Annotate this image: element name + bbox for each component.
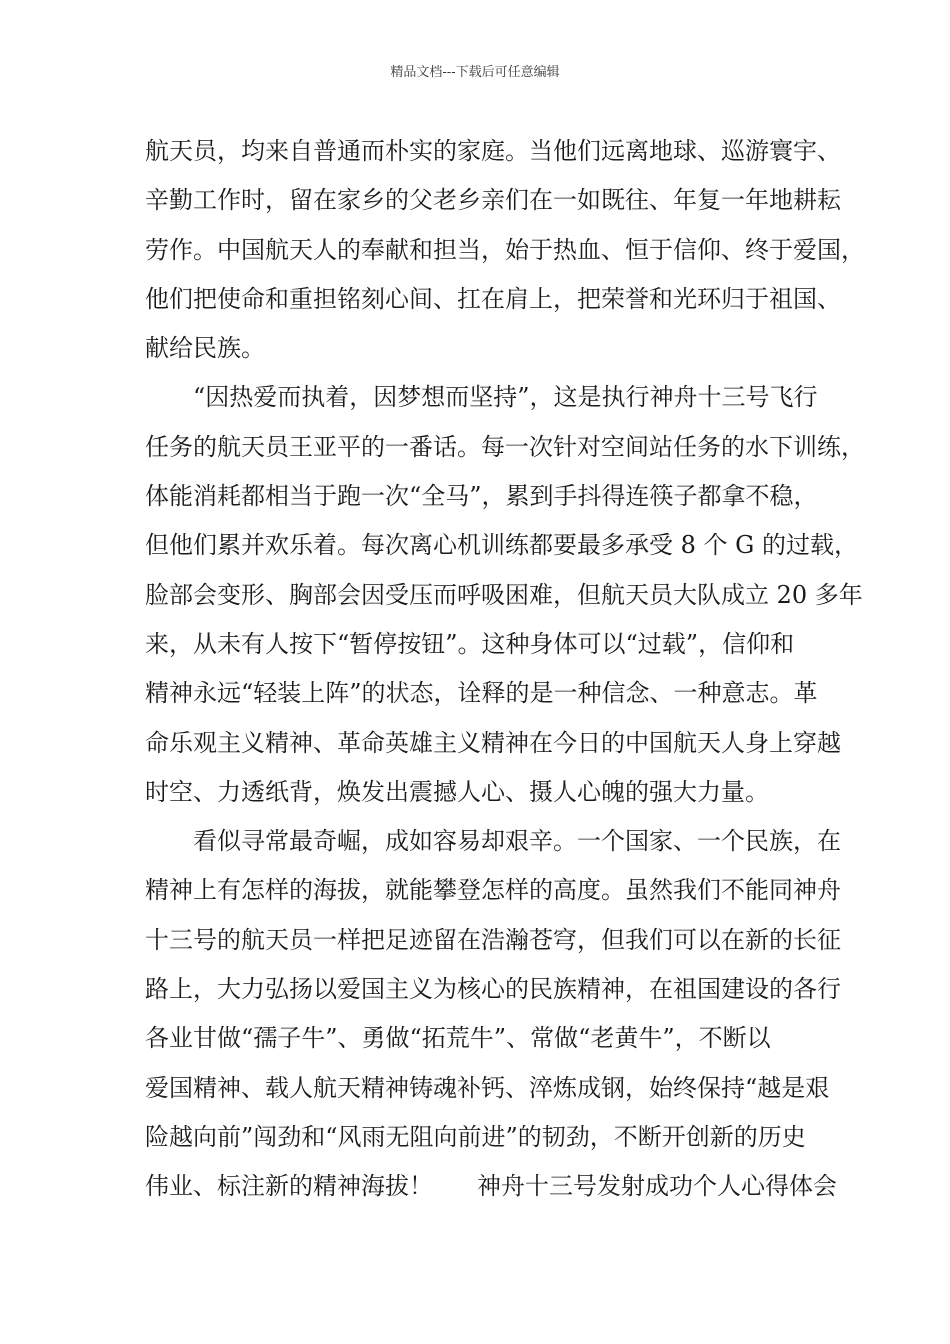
text-line: 航天员，均来自普通而朴实的家庭。当他们远离地球、巡游寰宇、 <box>145 137 841 165</box>
text-line: 体能消耗都相当于跑一次“全马”，累到手抖得连筷子都拿不稳， <box>145 482 818 511</box>
text-line: 脸部会变形、胸部会因受压而呼吸困难，但航天员大队成立 20 多年 <box>145 580 863 609</box>
text-line: 时空、力透纸背，焕发出震撼人心、摄人心魄的强大力量。 <box>145 777 769 806</box>
text-line: 献给民族。 <box>145 334 265 363</box>
page-header: 精品文档---下载后可任意编辑 <box>390 65 560 80</box>
text-line: 精神上有怎样的海拔，就能攀登怎样的高度。虽然我们不能同神舟 <box>145 876 841 905</box>
text-line: 十三号的航天员一样把足迹留在浩瀚苍穹，但我们可以在新的长征 <box>145 925 841 954</box>
trailing-title: 神舟十三号发射成功个人心得体会 <box>477 1172 837 1201</box>
document-body <box>145 127 865 1212</box>
text-line: 险越向前”闯劲和“风雨无阻向前进”的韧劲，不断开创新的历史 <box>145 1122 806 1151</box>
paragraph-start-line: 看似寻常最奇崛，成如容易却艰辛。一个国家、一个民族，在 <box>193 827 841 856</box>
final-line-text: 伟业、标注新的精神海拔！ <box>145 1172 433 1201</box>
final-line <box>145 1162 835 1211</box>
text-line: 劳作。中国航天人的奉献和担当，始于热血、恒于信仰、终于爱国， <box>145 235 865 264</box>
text-line: 辛勤工作时，留在家乡的父老乡亲们在一如既往、年复一年地耕耘 <box>145 186 841 215</box>
text-line: 路上，大力弘扬以爱国主义为核心的民族精神，在祖国建设的各行 <box>145 975 841 1004</box>
text-line: 来，从未有人按下“暂停按钮”。这种身体可以“过载”，信仰和 <box>145 629 795 658</box>
text-line: 任务的航天员王亚平的一番话。每一次针对空间站任务的水下训练， <box>145 432 865 461</box>
paragraph-start-line: “因热爱而执着，因梦想而坚持”，这是执行神舟十三号飞行 <box>193 383 818 412</box>
text-line: 各业甘做“孺子牛”、勇做“拓荒牛”、常做“老黄牛”，不断以 <box>145 1024 771 1053</box>
text-line: 爱国精神、载人航天精神铸魂补钙、淬炼成钢，始终保持“越是艰 <box>145 1073 830 1102</box>
text-line: 命乐观主义精神、革命英雄主义精神在今日的中国航天人身上穿越 <box>145 728 841 757</box>
text-line: 精神永远“轻装上阵”的状态，诠释的是一种信念、一种意志。革 <box>145 679 818 708</box>
text-line: 但他们累并欢乐着。每次离心机训练都要最多承受 8 个 G 的过载， <box>145 531 858 560</box>
text-line: 他们把使命和重担铭刻心间、扛在肩上，把荣誉和光环归于祖国、 <box>145 284 841 313</box>
